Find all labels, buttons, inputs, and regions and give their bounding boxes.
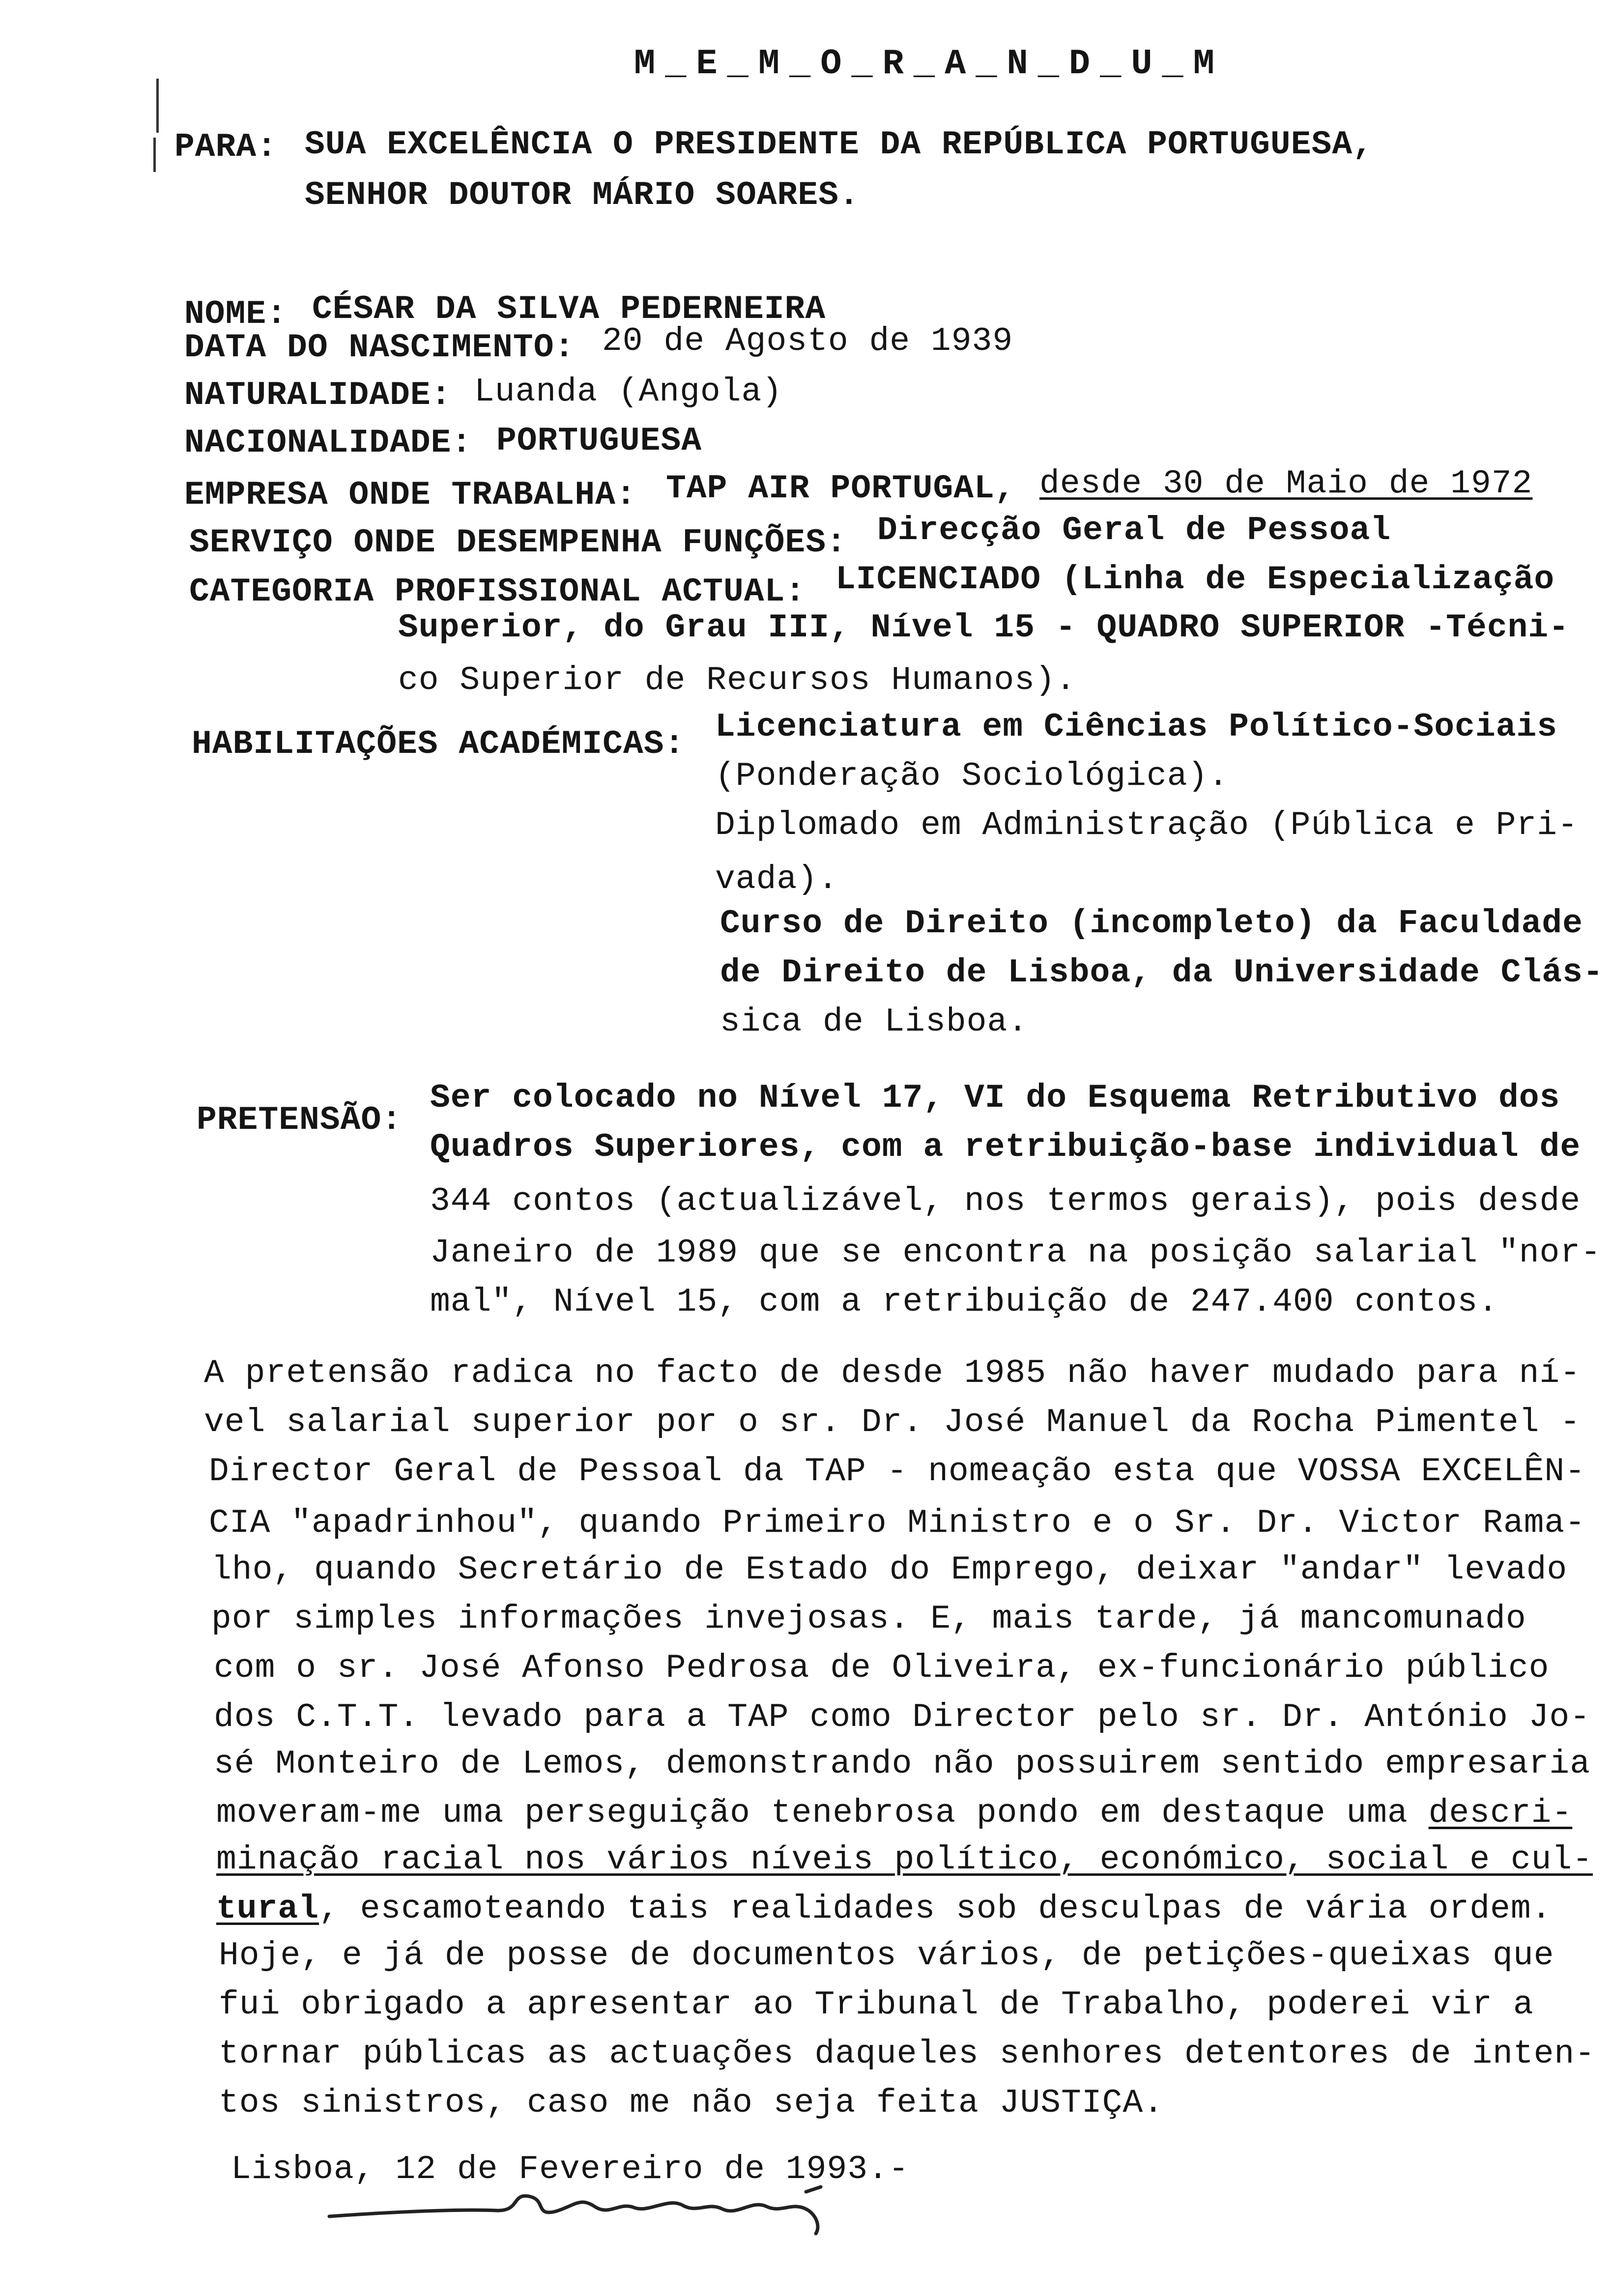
closing-line: tornar públicas as actuações daqueles senhores detentores de inten- [219,2035,1596,2073]
habilitacoes-line: de Direito de Lisboa, da Universidade Clás- [720,954,1604,992]
margin-mark [153,138,156,172]
pretensao-line: Janeiro de 1989 que se encontra na posição salarial "nor- [430,1234,1601,1272]
habilitacoes-line: (Ponderação Sociológica). [715,757,1229,795]
habilitacoes-line: Curso de Direito (incompleto) da Faculdade [720,905,1583,943]
closing-line: Hoje, e já de posse de documentos vários, de petições-queixas que [219,1937,1554,1975]
nacionalidade-label: NACIONALIDADE: [184,424,472,462]
closing-line: fui obrigado a apresentar ao Tribunal de Trabalho, poderei vir a [219,1986,1534,2024]
body-line: por simples informações invejosas. E, mais tarde, já mancomunado [211,1600,1526,1638]
body-line: com o sr. José Afonso Pedrosa de Oliveira, ex-funcionário público [214,1649,1550,1687]
memo-title: M_E_M_O_R_A_N_D_U_M [634,44,1224,84]
body-line: CIA "apadrinhou", quando Primeiro Ministro e o Sr. Dr. Victor Rama- [209,1504,1586,1542]
nome-label: NOME: [184,295,288,333]
closing-line: tos sinistros, caso me não seja feita JUSTIÇA. [219,2084,1164,2122]
categoria-line: LICENCIADO (Linha de Especialização [835,561,1555,599]
para-recipient-line1: SUA EXCELÊNCIA O PRESIDENTE DA REPÚBLICA PORTUGUESA, [305,126,1373,164]
signature-icon [324,2162,890,2241]
body-line: Director Geral de Pessoal da TAP - nomeação esta que VOSSA EXCELÊN- [209,1453,1586,1491]
pretensao-line: 344 contos (actualizável, nos termos gerais), pois desde [430,1182,1581,1220]
habilitacoes-line: Diplomado em Administração (Pública e Pri- [715,806,1578,844]
nome-value: CÉSAR DA SILVA PEDERNEIRA [312,290,826,328]
habilitacoes-line: sica de Lisboa. [720,1003,1029,1041]
habilitacoes-label: HABILITAÇÕES ACADÉMICAS: [192,725,685,763]
body-line-with-underline [216,1794,1572,1833]
pretensao-label: PRETENSÃO: [197,1101,403,1139]
body-line-with-underline [216,1890,1552,1929]
servico-value: Direcção Geral de Pessoal [877,512,1391,549]
para-label: PARA: [174,128,278,166]
underlined-text: minação racial nos vários níveis político, económico, social e cul- [216,1841,1593,1879]
categoria-line: Superior, do Grau III, Nível 15 - QUADRO SUPERIOR -Técni- [398,609,1569,647]
body-line: lho, quando Secretário de Estado do Emprego, deixar "andar" levado [211,1551,1568,1589]
body-line: sé Monteiro de Lemos, demonstrando não possuirem sentido empresaria [214,1745,1591,1783]
categoria-line: co Superior de Recursos Humanos). [398,661,1076,699]
date-line: Lisboa, 12 de Fevereiro de 1993.- [231,2151,909,2188]
margin-mark [156,79,159,133]
body-line: moveram-me uma perseguição tenebrosa pondo em destaque uma [216,1794,1429,1832]
underlined-text: tural [216,1890,319,1928]
para-recipient-line2: SENHOR DOUTOR MÁRIO SOARES. [305,176,860,214]
nacionalidade-value: PORTUGUESA [496,422,702,460]
nascimento-label: DATA DO NASCIMENTO: [184,329,575,367]
pretensao-line: Ser colocado no Nível 17, VI do Esquema Retributivo dos [430,1079,1560,1117]
naturalidade-label: NATURALIDADE: [184,376,452,414]
empresa-label: EMPRESA ONDE TRABALHA: [184,476,636,514]
underlined-text: descri- [1428,1794,1573,1832]
body-line: A pretensão radica no facto de desde 1985 não haver mudado para ní- [204,1354,1581,1392]
body-after-underline: , escamoteando tais realidades sob desculpas de vária ordem. [319,1890,1552,1928]
body-line: vel salarial superior por o sr. Dr. José Manuel da Rocha Pimentel - [204,1404,1581,1441]
body-line: dos C.T.T. levado para a TAP como Director pelo sr. Dr. António Jo- [214,1698,1591,1736]
habilitacoes-line: vada). [715,861,838,898]
naturalidade-value: Luanda (Angola) [474,373,783,411]
nascimento-value: 20 de Agosto de 1939 [602,322,1013,360]
habilitacoes-line: Licenciatura em Ciências Político-Sociais [715,708,1558,746]
pretensao-line: mal", Nível 15, com a retribuição de 247.400 contos. [430,1283,1498,1321]
empresa-value: TAP AIR PORTUGAL, [666,470,1015,508]
categoria-label: CATEGORIA PROFISSIONAL ACTUAL: [189,573,806,611]
pretensao-line: Quadros Superiores, com a retribuição-base individual de [430,1128,1581,1166]
empresa-since: desde 30 de Maio de 1972 [1039,465,1533,503]
servico-label: SERVIÇO ONDE DESEMPENHA FUNÇÕES: [189,524,847,562]
